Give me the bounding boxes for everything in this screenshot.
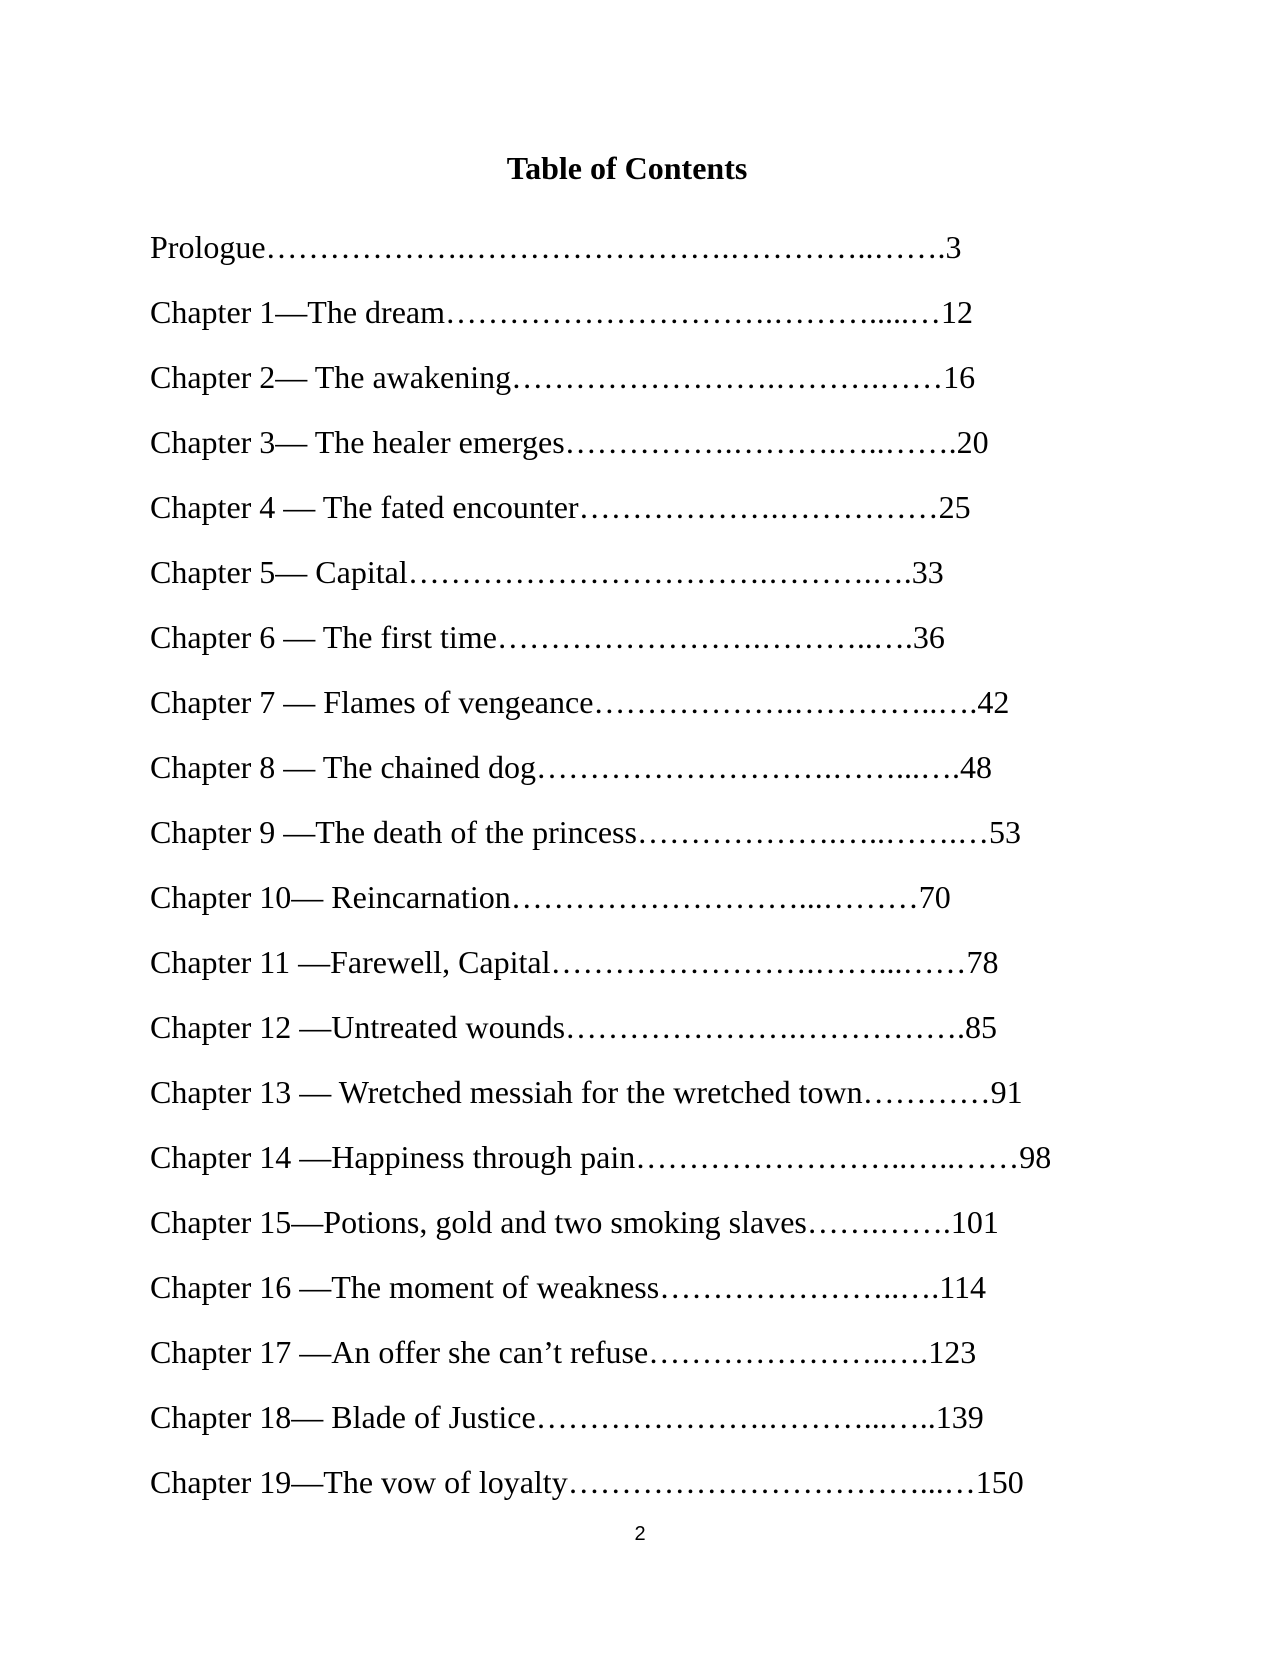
toc-entry-chapter-12: Chapter 12 —Untreated wounds………………….…………….85	[150, 1009, 998, 1045]
page-title: Table of Contents	[506, 150, 748, 186]
toc-entry-chapter-14: Chapter 14 —Happiness through pain……………………..…..……98	[150, 1139, 1052, 1175]
toc-entry-chapter-17: Chapter 17 —An offer she can’t refuse…………………..….123	[150, 1334, 977, 1370]
toc-entry-chapter-9: Chapter 9 —The death of the princess……………….…..…….…53	[150, 814, 1021, 850]
toc-entry-chapter-18: Chapter 18— Blade of Justice………………….………...…..139	[150, 1399, 984, 1435]
table-of-contents	[150, 225, 1051, 1525]
toc-entry-chapter-10: Chapter 10— Reincarnation………………………...………70	[150, 879, 951, 915]
toc-entry-chapter-4: Chapter 4 — The fated encounter……………….……………25	[150, 489, 971, 525]
toc-entry-chapter-19: Chapter 19—The vow of loyalty……………………………...…150	[150, 1464, 1024, 1500]
toc-entry-chapter-2: Chapter 2— The awakening…………………….……….……16	[150, 359, 976, 395]
toc-entry-chapter-6: Chapter 6 — The first time…………………….………..….36	[150, 619, 945, 655]
toc-entry-chapter-5: Chapter 5— Capital…………………………….……….….33	[150, 554, 944, 590]
toc-entry-chapter-11: Chapter 11 —Farewell, Capital…………………….……...……78	[150, 944, 999, 980]
toc-entry-chapter-3: Chapter 3— The healer emerges…………….……….…..…….20	[150, 424, 989, 460]
toc-entry-chapter-15: Chapter 15—Potions, gold and two smoking slaves…….…….101	[150, 1204, 999, 1240]
toc-entry-chapter-8: Chapter 8 — The chained dog……………………….……...….48	[150, 749, 992, 785]
toc-entry-chapter-16: Chapter 16 —The moment of weakness…………………..….114	[150, 1269, 987, 1305]
toc-entry-chapter-13: Chapter 13 — Wretched messiah for the wretched town…………91	[150, 1074, 1023, 1110]
page-number: 2	[634, 1523, 646, 1545]
toc-entry-chapter-1: Chapter 1—The dream………………………….……….....…12	[150, 294, 973, 330]
toc-entry-prologue: Prologue……………….…………………….…………..…….3	[150, 229, 962, 265]
toc-entry-chapter-7: Chapter 7 — Flames of vengeance……………….…………..….42	[150, 684, 1010, 720]
